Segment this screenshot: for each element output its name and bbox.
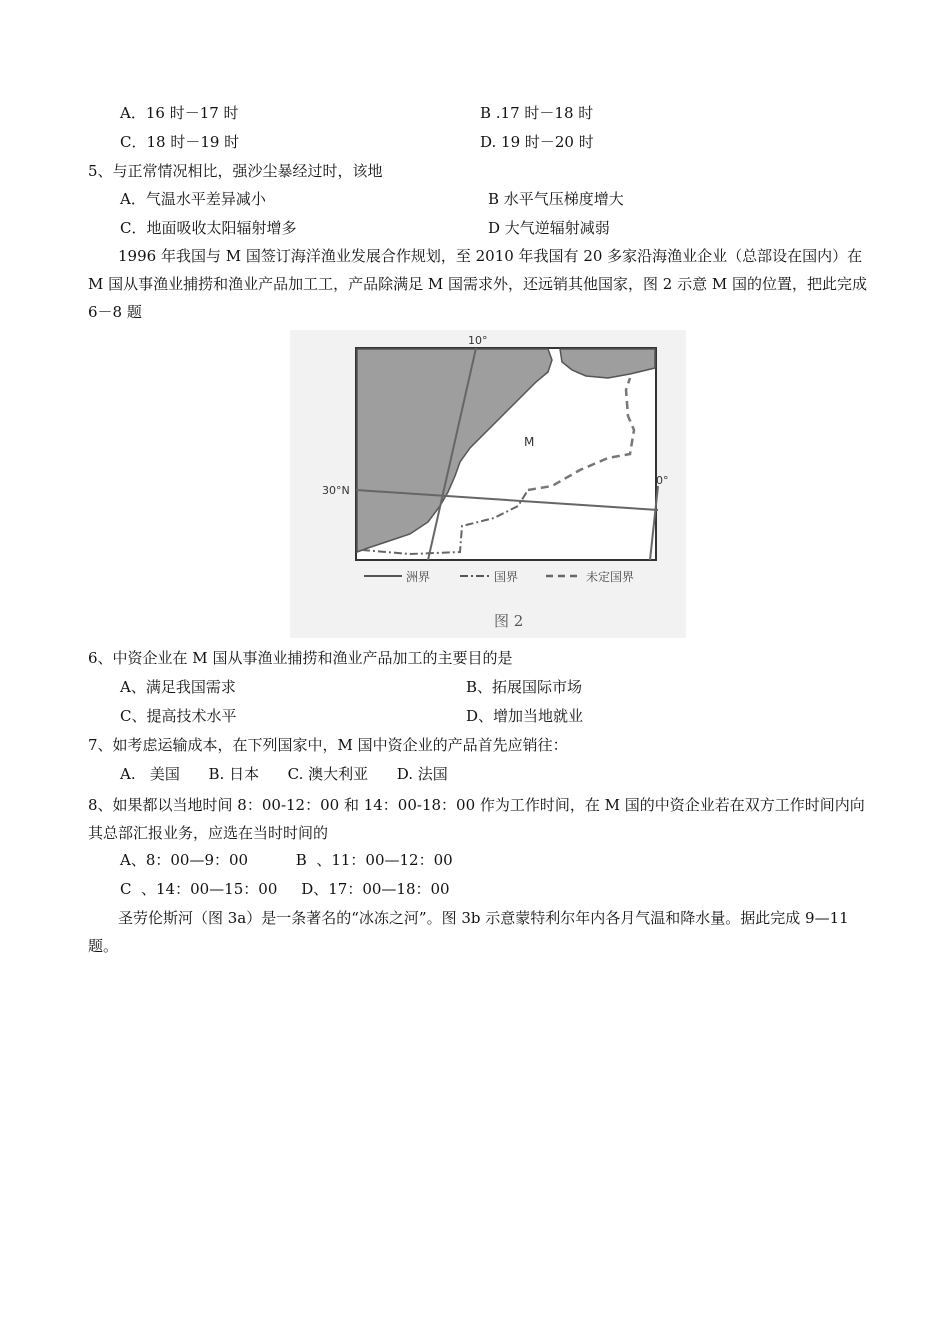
legend-continent-label: 洲界 xyxy=(406,570,431,584)
q5-option-d: D 大气逆辐射减弱 xyxy=(488,219,610,237)
q5-option-c: C．地面吸收太阳辐射增多 xyxy=(120,219,297,237)
q4-option-c: C．18 时－19 时 xyxy=(120,133,240,151)
q4-option-d: D. 19 时－20 时 xyxy=(480,133,594,151)
q7-stem: 7、如考虑运输成本，在下列国家中，M 国中资企业的产品首先应销往： xyxy=(88,736,568,754)
q6-option-b: B、拓展国际市场 xyxy=(466,678,583,696)
q4-option-b: B .17 时－18 时 xyxy=(480,104,594,122)
q5-stem: 5、与正常情况相比，强沙尘暴经过时，该地 xyxy=(88,162,383,180)
map-svg xyxy=(290,330,686,638)
figure-2-map xyxy=(290,330,686,638)
q8-options-ab: A、8：00—9：00 B 、11：00—12：00 xyxy=(120,851,453,869)
q6-option-c: C、提高技术水平 xyxy=(120,707,237,725)
figure-caption: 图 2 xyxy=(494,612,524,630)
passage-st-lawrence: 圣劳伦斯河（图 3a）是一条著名的“冰冻之河”。图 3b 示意蒙特利尔年内各月气温和降水量。据此完成 9—11 题。 xyxy=(88,909,849,955)
q8-options-cd: C 、14：00—15：00 D、17：00—18：00 xyxy=(120,880,450,898)
label-0-degree: 0° xyxy=(656,474,669,487)
q8-stem: 8、如果都以当地时间 8：00-12：00 和 14：00-18：00 作为工作时间，在 M 国的中资企业若在双方工作时间内向其总部汇报业务，应选在当时时间的 xyxy=(88,796,865,842)
label-10-degree: 10° xyxy=(468,334,488,347)
q7-options: A. 美国 B. 日本 C. 澳大利亚 D. 法国 xyxy=(120,765,448,783)
legend-undetermined-label: 未定国界 xyxy=(586,570,635,584)
q4-option-a: A．16 时－17 时 xyxy=(120,104,239,122)
legend-national-label: 国界 xyxy=(494,570,519,584)
label-country-m: M xyxy=(524,435,535,449)
q6-option-d: D、增加当地就业 xyxy=(466,707,584,725)
passage-m-country: 1996 年我国与 M 国签订海洋渔业发展合作规划，至 2010 年我国有 20 多家沿海渔业企业（总部设在国内）在 M 国从事渔业捕捞和渔业产品加工工，产品除满足 M 国需求外，还远销其他国家，图 2 示意 M 国的位置，把此完成 6－8 题 xyxy=(88,247,868,321)
q6-option-a: A、满足我国需求 xyxy=(120,678,236,696)
label-30n: 30°N xyxy=(322,484,350,497)
q5-option-a: A．气温水平差异减小 xyxy=(120,190,266,208)
q5-option-b: B 水平气压梯度增大 xyxy=(488,190,624,208)
q6-stem: 6、中资企业在 M 国从事渔业捕捞和渔业产品加工的主要目的是 xyxy=(88,649,513,667)
